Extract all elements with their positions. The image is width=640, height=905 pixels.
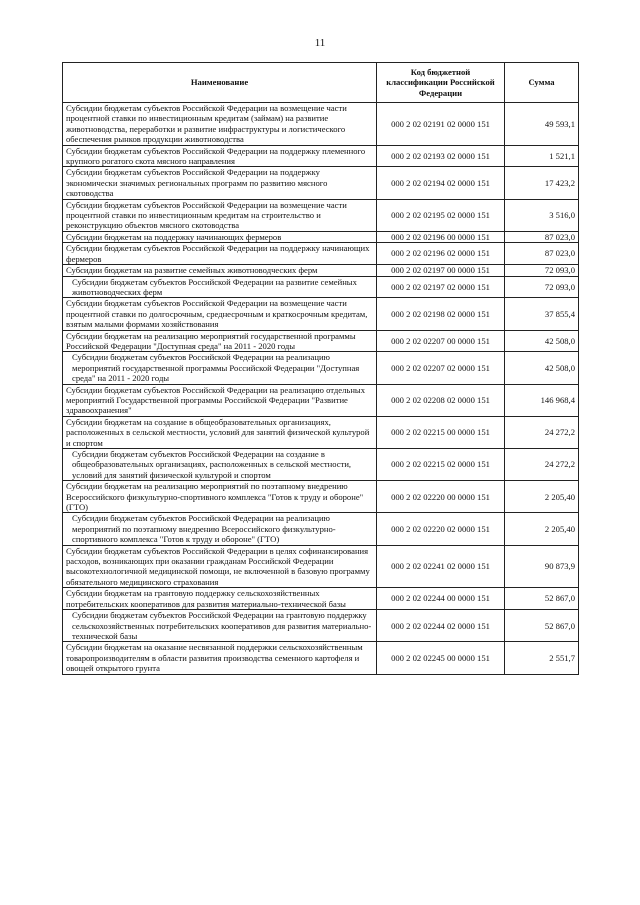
row-sum-cell: 87 023,0 <box>505 231 579 242</box>
header-sum: Сумма <box>505 63 579 103</box>
row-sum-cell: 17 423,2 <box>505 167 579 199</box>
table-row <box>63 298 579 330</box>
row-code-cell: 000 2 02 02196 00 0000 151 <box>377 231 505 242</box>
table-row <box>63 449 579 481</box>
table-row <box>63 243 579 265</box>
header-name: Наименование <box>63 63 377 103</box>
row-sum-cell: 42 508,0 <box>505 330 579 352</box>
row-name-cell: Субсидии бюджетам на оказание несвязанной поддержки сельскохозяйственным товаропроизводителям в области развития производства семенного картофеля и овощей открытого грунта <box>63 642 377 674</box>
row-sum-cell: 52 867,0 <box>505 610 579 642</box>
row-sum-cell: 90 873,9 <box>505 545 579 588</box>
row-code-cell: 000 2 02 02196 02 0000 151 <box>377 243 505 265</box>
table-row <box>63 545 579 588</box>
row-code-cell: 000 2 02 02197 00 0000 151 <box>377 265 505 276</box>
row-name-cell: Субсидии бюджетам на создание в общеобразовательных организациях, расположенных в сельской местности, условий для занятий физической культурой и спортом <box>63 416 377 448</box>
row-name-cell: Субсидии бюджетам субъектов Российской Федерации на реализацию отдельных мероприятий Государственной программы Российской Федерации "Развитие здравоохранения" <box>63 384 377 416</box>
row-name-cell: Субсидии бюджетам субъектов Российской Федерации на возмещение части процентной ставки по инвестиционным кредитам (займам) на развитие животноводства, переработки и развитие инфраструктуры и логистического обеспечения рынков продукции животноводства <box>63 103 377 146</box>
table-row <box>63 513 579 545</box>
budget-table <box>62 62 579 675</box>
row-code-cell: 000 2 02 02215 00 0000 151 <box>377 416 505 448</box>
row-code-cell: 000 2 02 02198 02 0000 151 <box>377 298 505 330</box>
row-name-cell: Субсидии бюджетам на реализацию мероприятий государственной программы Российской Федерации "Доступная среда" на 2011 - 2020 годы <box>63 330 377 352</box>
row-sum-cell: 72 093,0 <box>505 265 579 276</box>
row-name-cell: Субсидии бюджетам субъектов Российской Федерации на реализацию мероприятий по поэтапному внедрению Всероссийского физкультурно-спортивного комплекса "Готов к труду и обороне" (ГТО) <box>63 513 377 545</box>
page-number: 11 <box>314 37 326 49</box>
table-row <box>63 330 579 352</box>
row-name-cell: Субсидии бюджетам субъектов Российской Федерации на поддержку экономически значимых региональных программ по развитию мясного скотоводства <box>63 167 377 199</box>
row-sum-cell: 37 855,4 <box>505 298 579 330</box>
row-name-cell: Субсидии бюджетам на грантовую поддержку сельскохозяйственных потребительских кооперативов для развития материально-технической базы <box>63 588 377 610</box>
table-row <box>63 642 579 674</box>
row-name-cell: Субсидии бюджетам на развитие семейных животноводческих ферм <box>63 265 377 276</box>
row-code-cell: 000 2 02 02208 02 0000 151 <box>377 384 505 416</box>
row-sum-cell: 2 551,7 <box>505 642 579 674</box>
row-code-cell: 000 2 02 02241 02 0000 151 <box>377 545 505 588</box>
row-code-cell: 000 2 02 02191 02 0000 151 <box>377 103 505 146</box>
row-name-cell: Субсидии бюджетам субъектов Российской Федерации на возмещение части процентной ставки по долгосрочным, среднесрочным и краткосрочным кредитам, взятым малыми формами хозяйствования <box>63 298 377 330</box>
row-code-cell: 000 2 02 02197 02 0000 151 <box>377 276 505 298</box>
table-header-row <box>63 63 579 103</box>
table-row <box>63 103 579 146</box>
table-row <box>63 276 579 298</box>
row-code-cell: 000 2 02 02245 00 0000 151 <box>377 642 505 674</box>
row-name-cell: Субсидии бюджетам субъектов Российской Федерации в целях софинансирования расходов, возникающих при оказании гражданам Российской Федерации высокотехнологичной медицинской помощи, не включенной в базовую программу обязательного медицинского страхования <box>63 545 377 588</box>
row-sum-cell: 1 521,1 <box>505 145 579 167</box>
row-code-cell: 000 2 02 02220 00 0000 151 <box>377 481 505 513</box>
table-row <box>63 610 579 642</box>
table-row <box>63 384 579 416</box>
row-code-cell: 000 2 02 02193 02 0000 151 <box>377 145 505 167</box>
table-row <box>63 167 579 199</box>
row-code-cell: 000 2 02 02207 00 0000 151 <box>377 330 505 352</box>
row-code-cell: 000 2 02 02207 02 0000 151 <box>377 352 505 384</box>
row-code-cell: 000 2 02 02194 02 0000 151 <box>377 167 505 199</box>
row-sum-cell: 42 508,0 <box>505 352 579 384</box>
row-sum-cell: 72 093,0 <box>505 276 579 298</box>
row-sum-cell: 52 867,0 <box>505 588 579 610</box>
row-sum-cell: 24 272,2 <box>505 416 579 448</box>
row-code-cell: 000 2 02 02244 00 0000 151 <box>377 588 505 610</box>
row-code-cell: 000 2 02 02195 02 0000 151 <box>377 199 505 231</box>
row-sum-cell: 2 205,40 <box>505 513 579 545</box>
table-row <box>63 352 579 384</box>
table-row <box>63 481 579 513</box>
row-sum-cell: 24 272,2 <box>505 449 579 481</box>
row-sum-cell: 49 593,1 <box>505 103 579 146</box>
row-code-cell: 000 2 02 02215 02 0000 151 <box>377 449 505 481</box>
row-code-cell: 000 2 02 02244 02 0000 151 <box>377 610 505 642</box>
header-code: Код бюджетной классификации Российской Федерации <box>377 63 505 103</box>
row-sum-cell: 3 516,0 <box>505 199 579 231</box>
table-row <box>63 588 579 610</box>
table-row <box>63 265 579 276</box>
row-name-cell: Субсидии бюджетам субъектов Российской Федерации на реализацию мероприятий государственной программы Российской Федерации "Доступная среда" на 2011 - 2020 годы <box>63 352 377 384</box>
row-name-cell: Субсидии бюджетам субъектов Российской Федерации на поддержку начинающих фермеров <box>63 243 377 265</box>
row-name-cell: Субсидии бюджетам субъектов Российской Федерации на поддержку племенного крупного рогатого скота мясного направления <box>63 145 377 167</box>
table-row <box>63 199 579 231</box>
row-sum-cell: 2 205,40 <box>505 481 579 513</box>
row-sum-cell: 146 968,4 <box>505 384 579 416</box>
row-name-cell: Субсидии бюджетам на поддержку начинающих фермеров <box>63 231 377 242</box>
row-sum-cell: 87 023,0 <box>505 243 579 265</box>
row-name-cell: Субсидии бюджетам субъектов Российской Федерации на возмещение части процентной ставки по инвестиционным кредитам на строительство и реконструкцию объектов мясного скотоводства <box>63 199 377 231</box>
row-name-cell: Субсидии бюджетам субъектов Российской Федерации на грантовую поддержку сельскохозяйственных потребительских кооперативов для развития материально-технической базы <box>63 610 377 642</box>
table-row <box>63 231 579 242</box>
table-row <box>63 145 579 167</box>
row-name-cell: Субсидии бюджетам субъектов Российской Федерации на развитие семейных животноводческих ферм <box>63 276 377 298</box>
row-code-cell: 000 2 02 02220 02 0000 151 <box>377 513 505 545</box>
table-row <box>63 416 579 448</box>
row-name-cell: Субсидии бюджетам на реализацию мероприятий по поэтапному внедрению Всероссийского физкультурно-спортивного комплекса "Готов к труду и обороне" (ГТО) <box>63 481 377 513</box>
row-name-cell: Субсидии бюджетам субъектов Российской Федерации на создание в общеобразовательных организациях, расположенных в сельской местности, условий для занятий физической культурой и спортом <box>63 449 377 481</box>
